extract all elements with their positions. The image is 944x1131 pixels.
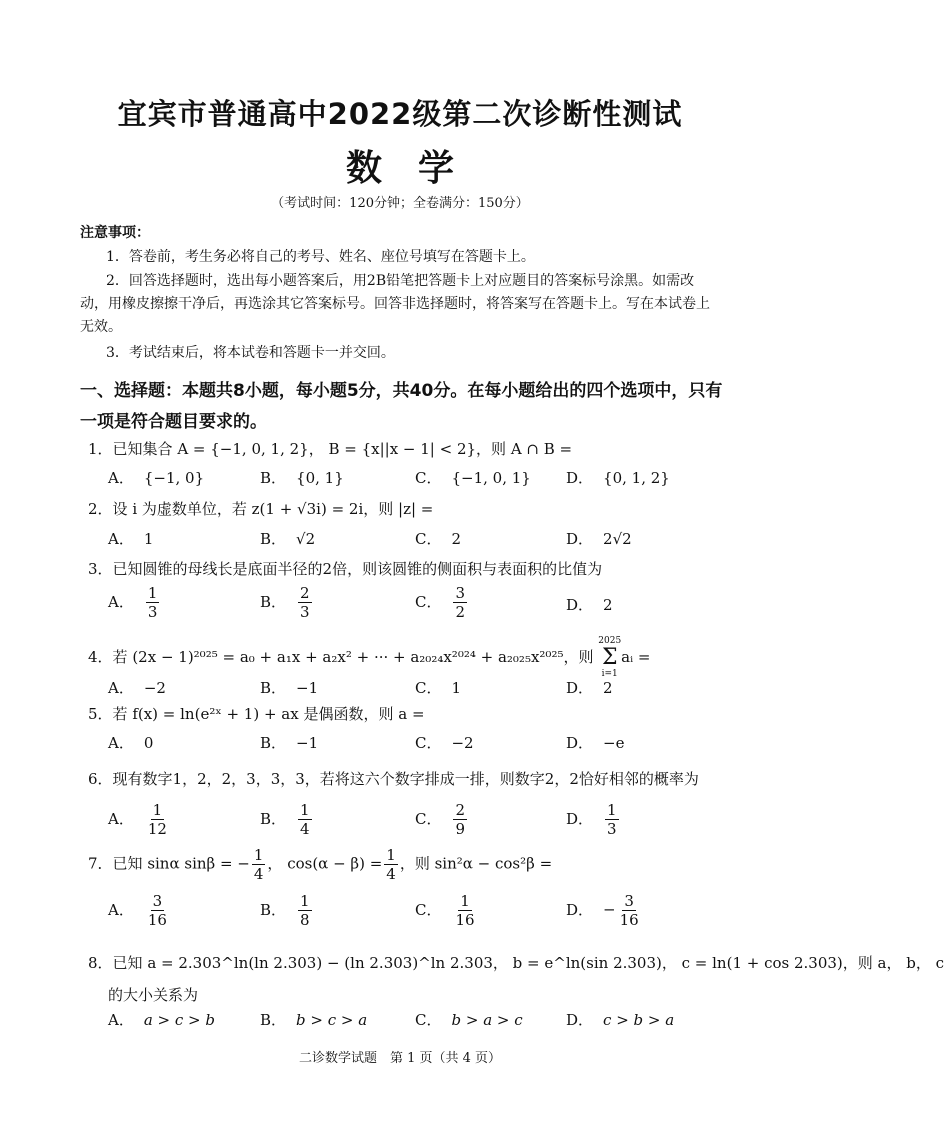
option-a: A． a > c > b (108, 1011, 215, 1029)
question-2: 2．设 i 为虚数单位，若 z(1 + √3i) = 2i，则 |z| = (88, 500, 434, 518)
fraction: $\frac{1}{3}$ (147, 584, 158, 621)
fraction: $\frac{1}{8}$ (300, 892, 310, 929)
question-7: 7．已知 sinα sinβ = − $\frac{1}{4}$ ， cos(α − β) = $\frac{1}{4}$ ，则 sin²α − cos²β = (88, 846, 553, 883)
option-c: C． b > a > c (415, 1011, 523, 1029)
question-stem: 已知 a = 2.303^ln(ln 2.303) − (ln 2.303)^ln 2.303， b = e^ln(sin 2.303)， c = ln(1 + cos 2.303)，则 a， b， c (112, 954, 944, 972)
option-c: C． $\frac{3}{2}$ (415, 584, 466, 621)
summation: 2025 Σ i=1 (598, 636, 622, 679)
option-d: D． c > b > a (566, 1011, 675, 1029)
question-4: 4．若 (2x − 1)²⁰²⁵ = a₀ + a₁x + a₂x² + ··· + a₂₀₂₄x²⁰²⁴ + a₂₀₂₅x²⁰²⁵，则 2025 Σ i=1 aᵢ = (88, 636, 651, 679)
option-b: B． $\frac{1}{4}$ (260, 801, 310, 838)
option-a: A． $\frac{3}{16}$ (108, 892, 167, 929)
fraction: $\frac{1}{3}$ (607, 801, 617, 838)
question-stem: 已知圆锥的母线长是底面半径的2倍，则该圆锥的侧面积与表面积的比值为 (112, 560, 603, 578)
option-b: B． $\frac{1}{8}$ (260, 892, 310, 929)
question-stem: 若 f(x) = ln(e²ˣ + 1) + ax 是偶函数，则 a = (112, 705, 425, 723)
section-heading: 一、选择题：本题共8小题，每小题5分，共40分。在每小题给出的四个选项中，只有一项是符合题目要求的。 (80, 381, 723, 432)
option-c: C． 1 (415, 679, 462, 697)
fraction: $\frac{1}{12}$ (147, 801, 167, 838)
option-c: C． $\frac{1}{16}$ (415, 892, 475, 929)
option-b: B． $\frac{2}{3}$ (260, 584, 310, 621)
question-3: 3．已知圆锥的母线长是底面半径的2倍，则该圆锥的侧面积与表面积的比值为 (88, 560, 603, 578)
option-a: A． 0 (108, 734, 154, 752)
note-item: 1．答卷前，考生务必将自己的考号、姓名、座位号填写在答题卡上。 (106, 249, 535, 265)
option-d: D． −e (566, 734, 625, 752)
fraction: $\frac{2}{3}$ (300, 584, 310, 621)
question-5: 5．若 f(x) = ln(e²ˣ + 1) + ax 是偶函数，则 a = (88, 705, 425, 723)
fraction: $\frac{3}{2}$ (455, 584, 466, 621)
option-c: C． 2 (415, 530, 462, 548)
option-a: A． $\frac{1}{12}$ (108, 801, 167, 838)
option-c: C． $\frac{2}{9}$ (415, 801, 466, 838)
fraction: $\frac{3}{16}$ (619, 892, 639, 929)
option-d: D． {0, 1, 2} (566, 469, 670, 487)
question-stem: 设 i 为虚数单位，若 z(1 + √3i) = 2i，则 |z| = (112, 500, 434, 518)
question-6-options (108, 801, 668, 841)
option-d: D． $\frac{1}{3}$ (566, 801, 617, 838)
fraction: $\frac{1}{16}$ (455, 892, 475, 929)
fraction: $\frac{1}{4}$ (300, 801, 310, 838)
question-8-continuation: 的大小关系为 (108, 986, 199, 1004)
question-3-options (108, 584, 668, 624)
question-stem: 若 (2x − 1)²⁰²⁵ = a₀ + a₁x + a₂x² + ··· + a₂₀₂₄x²⁰²⁴ + a₂₀₂₅x²⁰²⁵，则 (112, 648, 594, 666)
option-b: B． −1 (260, 679, 319, 697)
exam-title: 宜宾市普通高中2022级第二次诊断性测试 (117, 97, 683, 131)
option-c: C． {−1, 0, 1} (415, 469, 531, 487)
option-b: B． b > c > a (260, 1011, 368, 1029)
option-c: C． −2 (415, 734, 474, 752)
question-8: 8．已知 a = 2.303^ln(ln 2.303) − (ln 2.303)^ln 2.303， b = e^ln(sin 2.303)， c = ln(1 + cos 2.303)，则 a， b， c (88, 954, 944, 972)
question-stem: 已知集合 A = {−1, 0, 1, 2}， B = {x||x − 1| < 2}，则 A ∩ B = (112, 440, 573, 458)
question-stem: 现有数字1，2，2，3，3，3，若将这六个数字排成一排，则数字2，2恰好相邻的概率为 (112, 770, 699, 788)
fraction: $\frac{2}{9}$ (455, 801, 466, 838)
option-a: A． 1 (108, 530, 154, 548)
exam-info: （考试时间：120分钟；全卷满分：150分） (271, 196, 529, 211)
page-footer: 二诊数学试题 第 1 页（共 4 页） (298, 1051, 502, 1066)
question-6: 6．现有数字1，2，2，3，3，3，若将这六个数字排成一排，则数字2，2恰好相邻的概率为 (88, 770, 699, 788)
note-item: 2．回答选择题时，选出每小题答案后，用2B铅笔把答题卡上对应题目的答案标号涂黑。如需改动，用橡皮擦擦干净后，再选涂其它答案标号。回答非选择题时，将答案写在答题卡上。写在本试卷上无效。 (80, 273, 710, 335)
option-d: D． 2 (566, 679, 613, 697)
option-a: A． $\frac{1}{3}$ (108, 584, 158, 621)
note-item: 3．考试结束后，将本试卷和答题卡一并交回。 (106, 345, 395, 361)
option-a: A． {−1, 0} (108, 469, 205, 487)
question-8-options (108, 1009, 675, 1049)
subject-title: 数学 (345, 148, 490, 189)
fraction: $\frac{3}{16}$ (147, 892, 167, 929)
option-b: B． √2 (260, 530, 316, 548)
option-b: B． −1 (260, 734, 319, 752)
option-d: D． 2 (566, 596, 613, 614)
notes-heading: 注意事项： (80, 225, 150, 241)
option-b: B． {0, 1} (260, 469, 344, 487)
fraction: $\frac{1}{4}$ (253, 846, 264, 883)
option-d: D． 2√2 (566, 530, 632, 548)
option-d: D． − $\frac{3}{16}$ (566, 892, 639, 929)
question-7-options (108, 892, 668, 932)
fraction: $\frac{1}{4}$ (386, 846, 396, 883)
question-5-options (108, 732, 668, 772)
question-1: 1．已知集合 A = {−1, 0, 1, 2}， B = {x||x − 1| < 2}，则 A ∩ B = (88, 440, 573, 458)
option-a: A． −2 (108, 679, 166, 697)
